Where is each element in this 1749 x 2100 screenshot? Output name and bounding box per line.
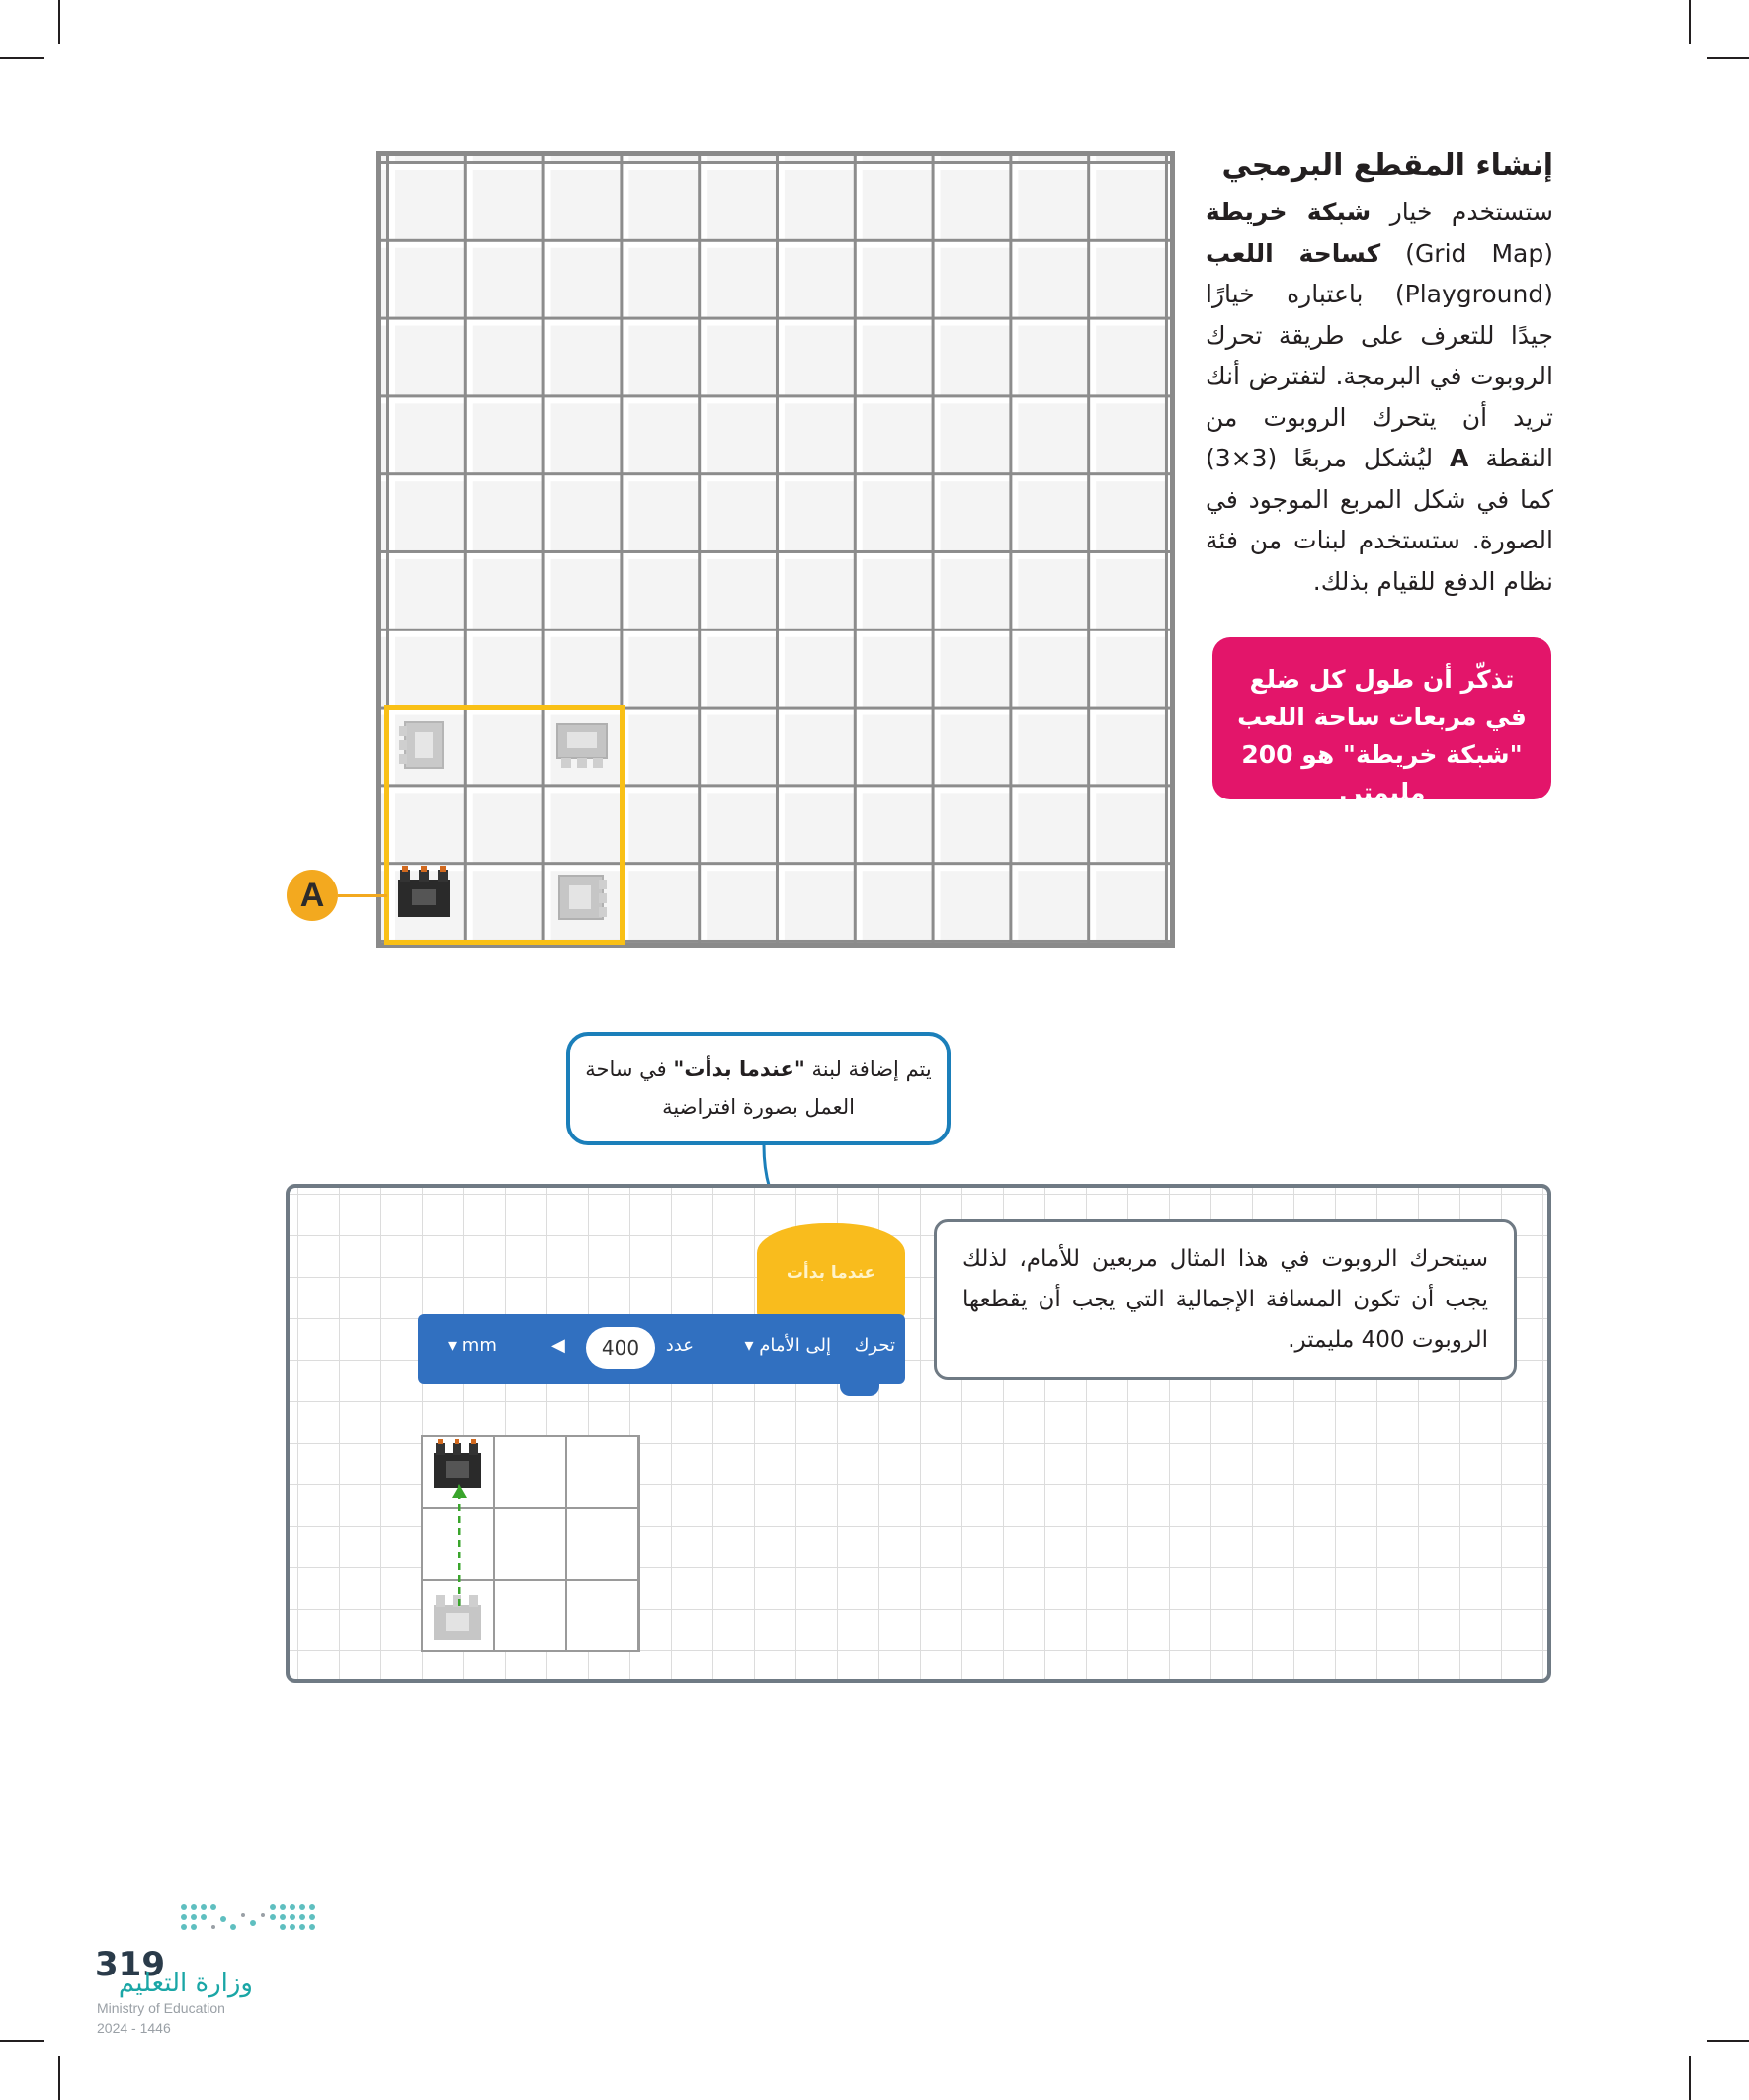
crop-mark [58,2056,60,2100]
robot-ghost-top-left-icon [395,716,453,774]
text-column [1206,144,1553,602]
section-title: إنشاء المقطع البرمجي [1221,148,1553,183]
step-arrow-icon[interactable]: ◀ [551,1335,565,1356]
point-a-marker: A [287,870,338,921]
count-label: عدد [665,1335,694,1356]
page-number: 319 [95,1945,165,1984]
crop-mark [0,2040,44,2042]
move-label: تحرك [854,1335,895,1356]
move-block[interactable] [418,1314,905,1384]
crop-mark [1689,2056,1691,2100]
marker-connector [338,894,387,897]
when-started-block[interactable] [757,1223,905,1318]
reminder-text: تذكّر أن طول كل ضلع في مربعات ساحة اللعب "شبكة خريطة" هو 200 مليمتر. [1237,665,1527,806]
when-started-label: عندما بدأت [786,1263,876,1283]
unit-dropdown[interactable]: ▾ mm [448,1335,497,1356]
vision-logo-icon [174,1897,322,1947]
footer [95,1897,312,2046]
robot-ghost-bottom-right-icon [551,868,611,927]
crop-mark [58,0,60,44]
crop-mark [1707,2040,1749,2042]
crop-mark [1689,0,1691,44]
chevron-down-icon: ▾ [448,1335,458,1356]
crop-mark [0,57,44,59]
robot-ghost-top-right-icon [551,716,613,774]
intro-paragraph: ستستخدم خيار شبكة خريطة (Grid Map) كساحة اللعب (Playground) باعتباره خيارًا جيدًا للتعرف على طريقة تحرك الروبوت في البرمجة. لتفترض أنك تريد أن يتحرك الروبوت من النقطة A ليُشكل مربعًا (3×3) كما في شكل المربع الموجود في الصورة. ستستخدم لبنات من فئة نظام الدفع للقيام بذلك. [1206,198,1553,596]
move-path-arrow [445,1482,474,1611]
crop-mark [1707,57,1749,59]
ministry-name-ar: وزارة التعليم [118,1969,253,1998]
start-block-callout: يتم إضافة لبنة "عندما بدأت" في ساحة العمل بصورة افتراضية [566,1032,951,1145]
chevron-down-icon: ▾ [744,1335,754,1356]
edition-year: 2024 - 1446 [97,2020,171,2036]
distance-input[interactable]: 400 [586,1327,655,1369]
direction-dropdown[interactable]: إلى الأمام ▾ [744,1335,831,1356]
reminder-note [1212,637,1551,806]
ministry-name-en: Ministry of Education [97,2000,225,2016]
example-description: سيتحرك الروبوت في هذا المثال مربعين للأمام، لذلك يجب أن تكون المسافة الإجمالية التي يجب أن يقطعها الروبوت 400 مليمتر. [934,1219,1517,1380]
robot-start-icon [392,864,456,921]
